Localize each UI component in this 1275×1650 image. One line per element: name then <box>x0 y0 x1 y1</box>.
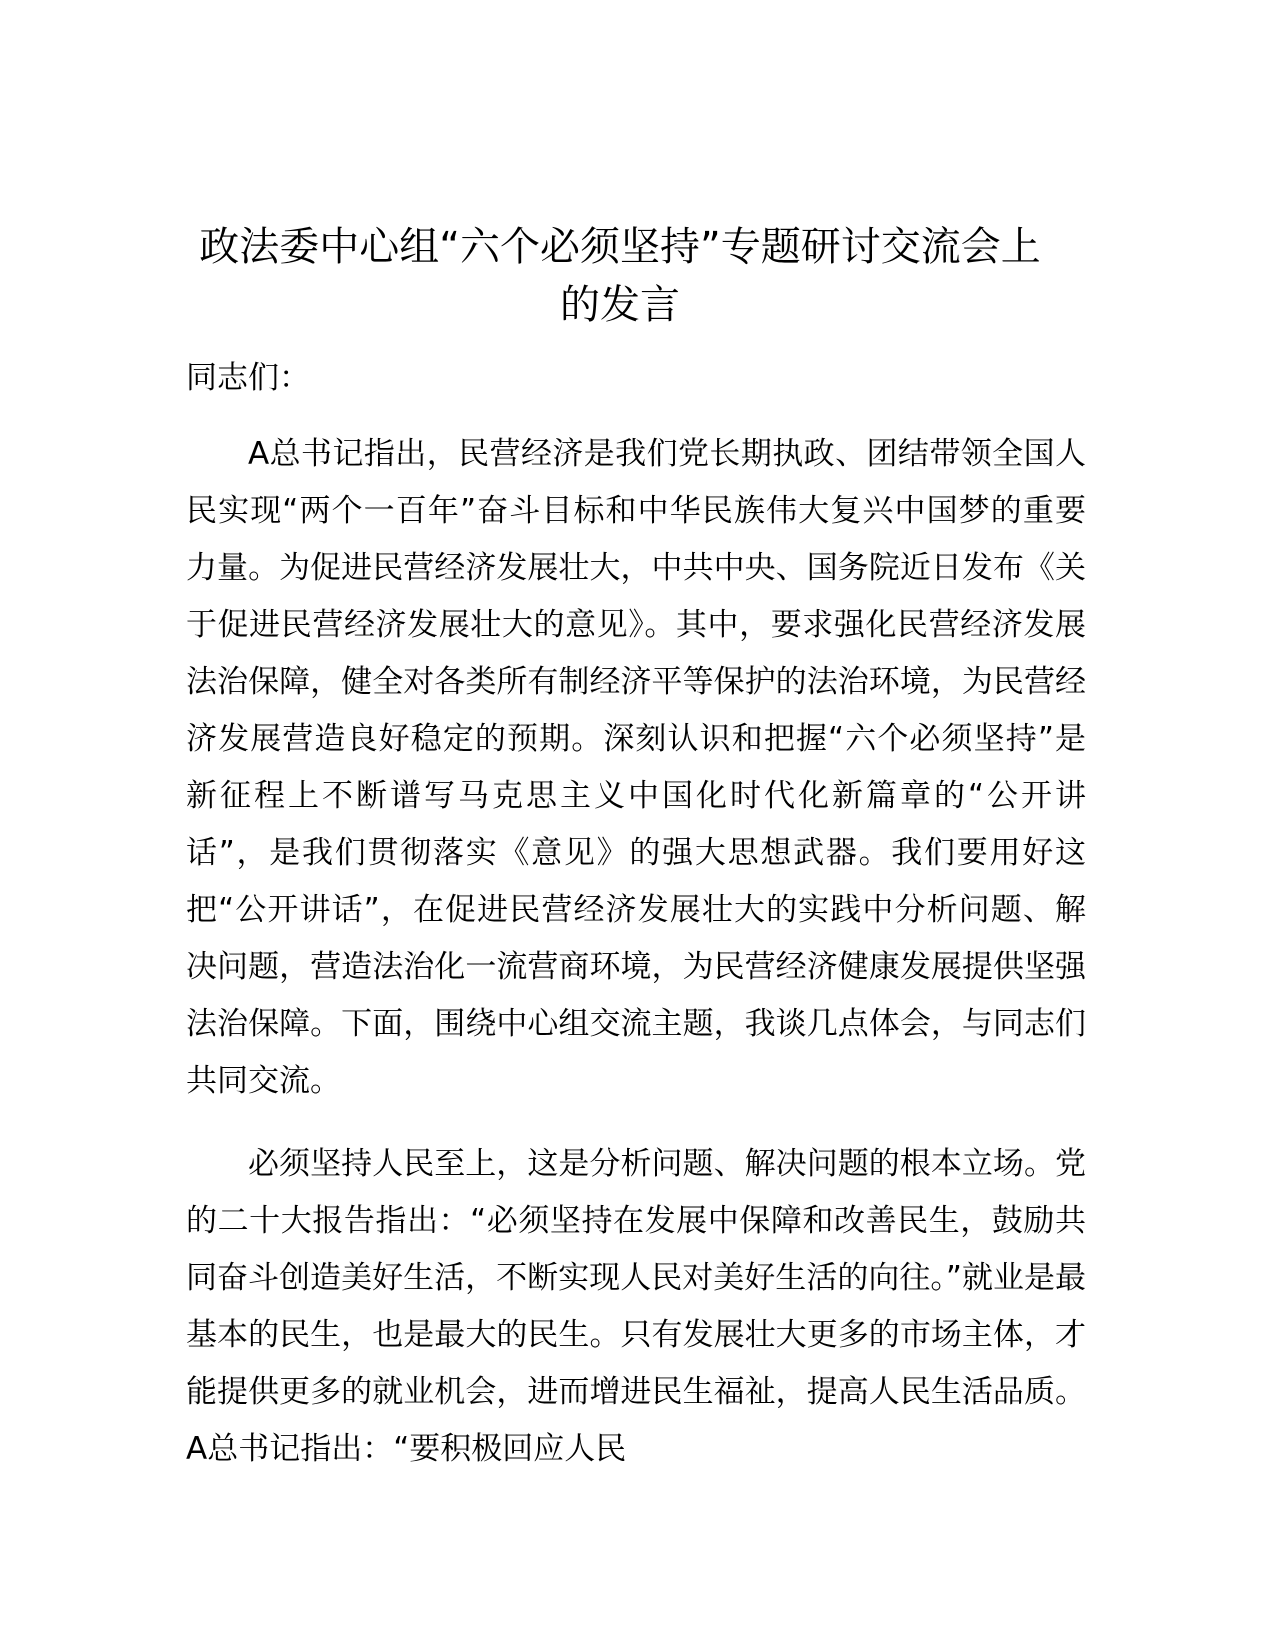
salutation: 同志们： <box>186 360 310 396</box>
document-title: 政法委中心组“六个必须坚持”专题研讨交流会上的发言 <box>199 224 1041 328</box>
paragraph-2: 必须坚持人民至上，这是分析问题、解决问题的根本立场。党的二十大报告指出：“必须坚持在发展中保障和改善民生，鼓励共同奋斗创造美好生活，不断实现人民对美好生活的向往。”就业是最基本的民生，也是最大的民生。只有发展壮大更多的市场主体，才能提供更多的就业机会，进而增进民生福祉，提高人民生活品质。A总书记指出：“要积极回应人民 <box>186 1146 1086 1467</box>
paragraph-1: A总书记指出，民营经济是我们党长期执政、团结带领全国人民实现“两个一百年”奋斗目标和中华民族伟大复兴中国梦的重要力量。为促进民营经济发展壮大，中共中央、国务院近日发布《关于促进民营经济发展壮大的意见》。其中，要求强化民营经济发展法治保障，健全对各类所有制经济平等保护的法治环境，为民营经济发展营造良好稳定的预期。深刻认识和把握“六个必须坚持”是新征程上不断谱写马克思主义中国化时代化新篇章的“公开讲话”，是我们贯彻落实《意见》的强大思想武器。我们要用好这把“公开讲话”，在促进民营经济发展壮大的实践中分析问题、解决问题，营造法治化一流营商环境，为民营经济健康发展提供坚强法治保障。下面，围绕中心组交流主题，我谈几点体会，与同志们共同交流。 <box>186 436 1086 1099</box>
